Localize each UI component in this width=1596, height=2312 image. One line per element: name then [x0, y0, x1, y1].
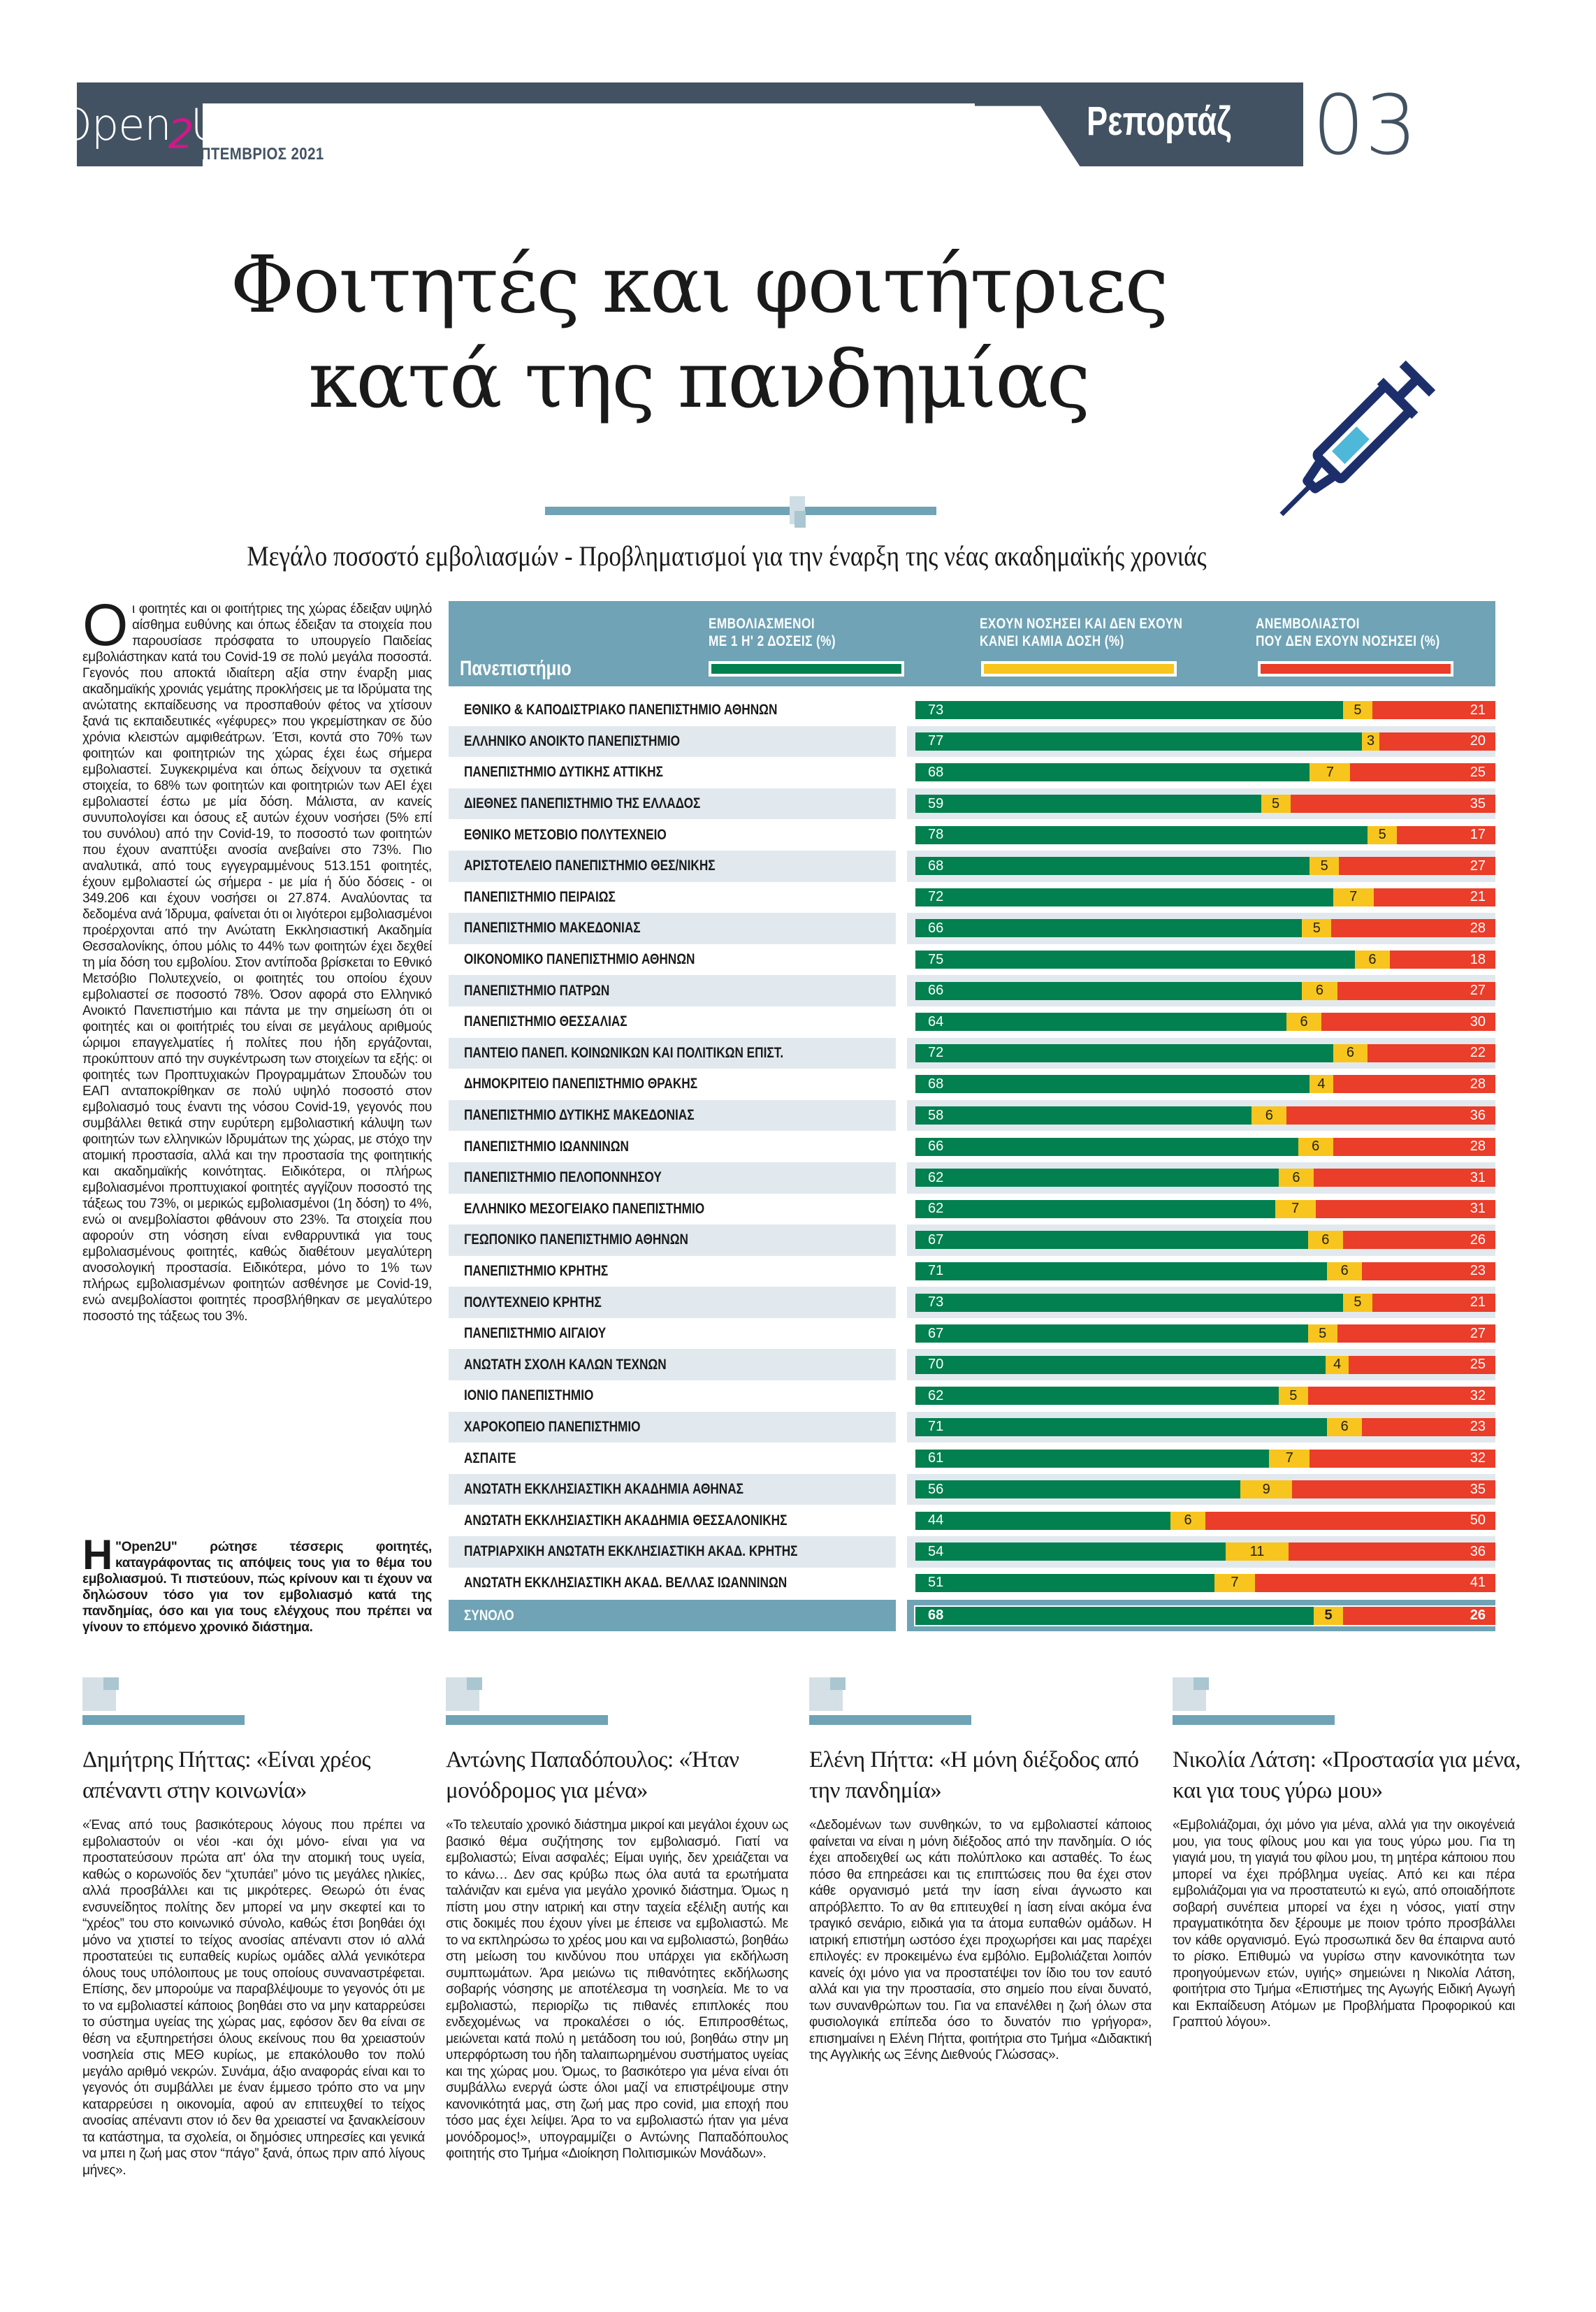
stacked-bar-wrap — [915, 726, 1495, 758]
bar-segment-unvaccinated: 23 — [1362, 1418, 1495, 1436]
interview-headline: Δημήτρης Πήττας: «Είναι χρέος απέναντι στην κοινωνία» — [82, 1747, 371, 1803]
bar-segment-unvaccinated: 18 — [1390, 951, 1495, 969]
lead-paragraph: Οι φοιτητές και οι φοιτήτριες της χώρας έδειξαν υψηλό αίσθημα ευθύνης και όπως έδειξαν τα στοιχεία που παρουσίασε πρόσφατα το υπουργείο Παιδείας εμβολιάστηκαν κατά του Covid-19 σε πολύ μεγάλα ποσοστά. Γεγονός που αποκτά ιδιαίτερη αξία στην έναρξη μιας ακαδημαϊκής χρονιάς γεμάτης προκλήσεις με τα Ιδρύματα της ανώτατης εκπαίδευσης να προσπαθούν φέτος να χτίσουν ξανά τις εκπαιδευτικές «γέφυρες» που γκρεμίστηκαν σε δύο χρόνια κλειστών αμφιθεάτρων. Έτσι, κοντά στο 70% των φοιτητών και φοιτητριών της χώρας έχει έως σήμερα εμβολιαστεί. Συγκεκριμένα και όπως δείχνουν τα σχετικά στοιχεία, το 68% των φοιτητών και φοιτητριών των ΑΕΙ έχει εμβολιαστεί έστω με μία δόση. Μάλιστα, αν κανείς συνυπολογίσει και όσους εξ αυτών έχουν νοσήσει (5% επί του συνόλου) από την Covid-19, το ποσοστό των φοιτητών που έχουν αναπτύξει ανοσία ανεβαίνει στο 73%. Πιο αναλυτικά, από τους εγγεγραμμένους 513.151 φοιτητές, έχουν εμβολιαστεί ώς σήμερα - με μία ή δύο δόσεις - οι 349.206 και έχουν νοσήσει οι 27.874. Αναλύοντας τα δεδομένα ανά Ίδρυμα, φαίνεται ότι οι λιγότεροι εμβολιασμένοι προέρχονται από την Ανώτατη Εκκλησιαστική Ακαδημία Θεσσαλονίκης, όπου μόλις το 44% των φοιτητών έχει δεχθεί τη μία δόση του εμβολίου. Στον αντίποδα βρίσκεται το Εθνικό Μετσόβιο Πολυτεχνείο, οι φοιτητές του οποίου έχουν εμβολιαστεί σε ποσοστό 78%. Όσον αφορά στο Ελληνικό Ανοικτό Πανεπιστήμιο και πάντα με την σημείωση ότι οι φοιτητές και οι φοιτήτριές του είναι σε μεγάλους αριθμούς ώριμοι επαγγελματίες ή πολίτες που ήδη εργάζονται, προκύπτουν από την συγκέντρωση των στοιχείων τα εξής: οι φοιτητές των Προπτυχιακών Προγραμμάτων Σπουδών του ΕΑΠ ανταποκρίθηκαν σε πολύ υψηλό ποσοστό στον εμβολιασμό τους έναντι της νόσου Covid-19, γεγονός που συμβάλλει θετικά στην ευρύτερη εμβολιαστική κάλυψη των φοιτητών των ελληνικών Ιδρυμάτων της χώρας, με στόχο την ατομική προστασία, αλλά και την προστασία της φοιτητικής και ακαδημαϊκής κοινότητας. Ειδικότερα, οι πλήρως εμβολιασμένοι προπτυχιακοί φοιτητές αγγίζουν ποσοστό της τάξεως του 73%, οι μερικώς εμβολιασμένοι (1η δόση) το 4%, ενώ οι ανεμβολίαστοι φθάνουν στο 23%. Τα στοιχεία που αφορούν στη νόσηση είναι ενθαρρυντικά για τους εμβολιασμένους φοιτητές, καθώς διαθέτουν μεγαλύτερη ανοσολογική προστασία. Ειδικότερα, μόνο το 1% των πλήρως εμβολιασμένων φοιτητών ασθένησε με Covid-19, ενώ ανεμβολίαστοι φοιτητές προσβλήθηκαν σε μεγαλύτερο ποσοστό της τάξεως του 3%. — [82, 592, 432, 1324]
stacked-bar — [915, 1607, 1495, 1625]
bar-segment-unvaccinated: 27 — [1337, 982, 1495, 1000]
stacked-bar — [915, 1450, 1495, 1468]
table-row — [449, 851, 1495, 882]
bar-segment-vaccinated: 64 — [915, 1013, 1286, 1031]
bar-segment-vaccinated: 71 — [915, 1418, 1327, 1436]
legend-vaccinated: ΕΜΒΟΛΙΑΣΜΕΝΟΙ ΜΕ 1 Η' 2 ΔΟΣΕΙΣ (%) — [709, 616, 836, 649]
bar-segment-unvaccinated: 21 — [1374, 888, 1495, 906]
table-row — [449, 695, 1495, 726]
bar-segment-unvaccinated: 28 — [1333, 1138, 1495, 1156]
university-name: ΠΑΝΕΠΙΣΤΗΜΙΟ ΑΙΓΑΙΟΥ — [464, 1325, 607, 1342]
table-header — [449, 601, 1495, 686]
bar-segment-recovered: 5 — [1302, 919, 1331, 937]
stacked-bar-wrap — [915, 944, 1495, 976]
bar-segment-unvaccinated: 50 — [1205, 1512, 1495, 1530]
interview-rule — [1173, 1715, 1335, 1725]
table-row — [449, 882, 1495, 913]
stacked-bar — [915, 1200, 1495, 1218]
article-headline: Φοιτητές και φοιτήτριες κατά της πανδημίας — [230, 240, 1168, 426]
bar-segment-unvaccinated: 21 — [1372, 701, 1495, 719]
bar-segment-recovered: 7 — [1269, 1450, 1310, 1468]
bar-segment-vaccinated: 75 — [915, 951, 1355, 969]
page-number: 03 — [1312, 77, 1418, 173]
stacked-bar-wrap — [915, 1069, 1495, 1100]
bar-segment-vaccinated: 68 — [915, 1607, 1314, 1625]
stacked-bar — [915, 1387, 1495, 1405]
table-row — [449, 1006, 1495, 1038]
bar-segment-vaccinated: 67 — [915, 1231, 1308, 1249]
table-row — [449, 788, 1495, 820]
table-row — [449, 819, 1495, 851]
university-name: ΔΙΕΘΝΕΣ ΠΑΝΕΠΙΣΤΗΜΙΟ ΤΗΣ ΕΛΛΑΔΟΣ — [449, 788, 896, 820]
decor-square — [1194, 1677, 1209, 1690]
bar-segment-unvaccinated: 27 — [1337, 1324, 1495, 1343]
stacked-bar-wrap — [915, 1600, 1495, 1631]
stacked-bar — [915, 1169, 1495, 1187]
table-row — [449, 1380, 1495, 1412]
table-row — [449, 757, 1495, 788]
stacked-bar-wrap — [915, 1224, 1495, 1256]
bar-segment-recovered: 5 — [1261, 795, 1291, 813]
table-row — [449, 1568, 1495, 1599]
university-name: ΑΝΩΤΑΤΗ ΕΚΚΛΗΣΙΑΣΤΙΚΗ ΑΚΑΔΗΜΙΑ ΑΘΗΝΑΣ — [449, 1474, 896, 1505]
stacked-bar-wrap — [915, 1349, 1495, 1380]
university-name: ΙΟΝΙΟ ΠΑΝΕΠΙΣΤΗΜΙΟ — [464, 1387, 594, 1404]
table-row — [449, 1287, 1495, 1318]
bar-segment-vaccinated: 73 — [915, 1294, 1343, 1312]
stacked-bar — [915, 1356, 1495, 1374]
decor-square — [103, 1677, 119, 1690]
stacked-bar-wrap — [915, 1162, 1495, 1194]
table-row — [449, 1100, 1495, 1132]
university-name: ΑΝΩΤΑΤΗ ΕΚΚΛΗΣΙΑΣΤΙΚΗ ΑΚΑΔΗΜΙΑ ΘΕΣΣΑΛΟΝΙΚΗΣ — [464, 1512, 788, 1529]
legend-recovered: ΕΧΟΥΝ ΝΟΣΗΣΕΙ ΚΑΙ ΔΕΝ ΕΧΟΥΝ ΚΑΝΕΙ ΚΑΜΙΑ ΔΟΣΗ (%) — [980, 616, 1183, 649]
university-name: ΠΑΝΕΠΙΣΤΗΜΙΟ ΜΑΚΕΔΟΝΙΑΣ — [449, 913, 896, 944]
stacked-bar-wrap — [915, 1412, 1495, 1443]
issue-date: ΣΕΠΤΕΜΒΡΙΟΣ 2021 — [182, 145, 324, 164]
stacked-bar — [915, 857, 1495, 875]
stacked-bar-wrap — [915, 975, 1495, 1006]
stacked-bar-wrap — [915, 1100, 1495, 1132]
university-name: ΠΑΝΕΠΙΣΤΗΜΙΟ ΔΥΤΙΚΗΣ ΜΑΚΕΔΟΝΙΑΣ — [449, 1100, 896, 1132]
bar-segment-unvaccinated: 35 — [1292, 1480, 1495, 1498]
bar-segment-recovered: 9 — [1240, 1480, 1293, 1498]
bar-segment-recovered: 3 — [1362, 732, 1379, 751]
bar-segment-unvaccinated: 31 — [1316, 1200, 1495, 1218]
interview-rule — [809, 1715, 971, 1725]
bar-segment-vaccinated: 67 — [915, 1324, 1308, 1343]
bar-segment-vaccinated: 44 — [915, 1512, 1170, 1530]
interview-rule — [82, 1715, 245, 1725]
vaccination-table — [449, 601, 1495, 1631]
intro-boxout: Η "Open2U" ρώτησε τέσσερις φοιτητές, καταγράφοντας τις απόψεις τους για το θέμα του εμβολιασμού. Τι πιστεύουν, πώς κρίνουν και τι έχουν να δηλώσουν τόσο για τον εμβολιασμό κατά της πανδημίας, όσο και για τους ελέγχους που πρέπει να γίνουν το επόμενο χρονικό διάστημα. — [82, 1531, 432, 1635]
legend-unvaccinated: ΑΝΕΜΒΟΛΙΑΣΤΟΙ ΠΟΥ ΔΕΝ ΕΧΟΥΝ ΝΟΣΗΣΕΙ (%) — [1256, 616, 1440, 649]
table-row — [449, 1256, 1495, 1287]
stacked-bar-wrap — [915, 1194, 1495, 1225]
stacked-bar — [915, 1231, 1495, 1249]
table-row — [449, 1443, 1495, 1474]
table-row — [449, 1412, 1495, 1443]
stacked-bar-wrap — [915, 913, 1495, 944]
stacked-bar-wrap — [915, 1380, 1495, 1412]
stacked-bar — [915, 1294, 1495, 1312]
bar-segment-recovered: 6 — [1327, 1262, 1362, 1280]
stacked-bar — [915, 1106, 1495, 1125]
stacked-bar — [915, 951, 1495, 969]
interview-body: «Το τελευταίο χρονικό διάστημα μικροί και μεγάλοι έχουν ως βασικό θέμα συζήτησης τον εμβολιασμό. Γιατί να εμβολιαστώ; Είναι ασφαλές; Είμαι υγιής, δεν χρειάζεται να το κάνω… Δεν σας κρύβω πως όλα αυτά τα ερωτήματα ταλάνιζαν και εμένα για μεγάλο χρονικό διάστημα. Όμως η πίστη μου στην ιατρική και στην ταχεία εξέλιξη αυτής και στις δοκιμές που έχουν γίνει με έπεισε να εμβολιαστώ. Με το να εκπληρώσω το χρέος μου και να εμβολιαστώ, βοηθάω στη μείωση του κινδύνου που υπάρχει για εκδήλωση συμπτωμάτων. Άρα μειώνω τις πιθανότητες εκδήλωσης σοβαρής νόσησης με αποτέλεσμα τη νοσηλεία. Με το να εμβολιαστώ, περιορίζω τις πιθανές επιπλοκές που ενδεχομένως να προκαλέσει ο ιός. Επιπροσθέτως, μειώνεται κατά πολύ η μετάδοση του ιού, βοηθάω στην μη υπερφόρτωση του ήδη ταλαιπωρημένου συστήματος υγείας και της χώρας μου. Όμως, το βασικότερο για μένα είναι ότι συμβάλλω ενεργά ώστε όλοι μαζί να επιστρέψουμε στην κανονικότητά μας, στη ζωή μας προ covid, μια εποχή που τόσο μας έχει λείψει. Άρα το να εμβολιαστώ ήταν για μένα μονόδρομος!», υπογραμμίζει ο Αντώνης Παπαδόπουλος φοιτητής στο Τμήμα «Διοίκηση Πολιτισμικών Μονάδων». — [446, 1818, 788, 2161]
table-row — [449, 726, 1495, 758]
stacked-bar-wrap — [915, 1131, 1495, 1162]
table-row — [449, 1349, 1495, 1380]
bar-segment-recovered: 5 — [1343, 701, 1372, 719]
university-name: ΔΗΜΟΚΡΙΤΕΙΟ ΠΑΝΕΠΙΣΤΗΜΙΟ ΘΡΑΚΗΣ — [464, 1076, 698, 1092]
bar-segment-unvaccinated: 25 — [1350, 763, 1495, 781]
stacked-bar-wrap — [915, 1568, 1495, 1599]
drop-cap: Ο — [82, 592, 129, 658]
drop-cap: Η — [82, 1531, 113, 1578]
university-name: ΠΑΝΕΠΙΣΤΗΜΙΟ ΚΡΗΤΗΣ — [464, 1262, 609, 1279]
stacked-bar-wrap — [915, 695, 1495, 726]
stacked-bar — [915, 701, 1495, 719]
bar-segment-recovered: 6 — [1333, 1044, 1368, 1062]
stacked-bar-wrap — [915, 1443, 1495, 1474]
bar-segment-unvaccinated: 22 — [1368, 1044, 1495, 1062]
bar-segment-recovered: 6 — [1279, 1169, 1314, 1187]
article-subtitle: Μεγάλο ποσοστό εμβολιασμών - Προβληματισμοί για την έναρξη της νέας ακαδημαϊκής χρονιάς — [247, 540, 1207, 572]
interview-headline: Νικολία Λάτση: «Προστασία για μένα, και για τους γύρω μου» — [1173, 1747, 1521, 1803]
bar-segment-recovered: 5 — [1314, 1607, 1343, 1625]
bar-segment-recovered: 6 — [1170, 1512, 1205, 1530]
title-rule — [545, 507, 936, 515]
bar-segment-unvaccinated: 20 — [1379, 732, 1495, 751]
table-row — [449, 1318, 1495, 1350]
university-name: ΠΑΝΕΠΙΣΤΗΜΙΟ ΙΩΑΝΝΙΝΩΝ — [464, 1138, 629, 1155]
table-body — [449, 695, 1495, 1631]
bar-segment-recovered: 4 — [1326, 1356, 1349, 1374]
stacked-bar — [915, 826, 1495, 844]
bar-segment-vaccinated: 73 — [915, 701, 1343, 719]
open2u-logo: Open 2 U — [77, 82, 203, 166]
stacked-bar-wrap — [915, 1038, 1495, 1069]
stacked-bar-wrap — [915, 882, 1495, 913]
table-row — [449, 913, 1495, 944]
university-name: ΠΟΛΥΤΕΧΝΕΙΟ ΚΡΗΤΗΣ — [449, 1287, 896, 1318]
stacked-bar-wrap — [915, 1505, 1495, 1536]
stacked-bar-wrap — [915, 1474, 1495, 1505]
bar-segment-vaccinated: 62 — [915, 1169, 1279, 1187]
bar-segment-recovered: 6 — [1286, 1013, 1321, 1031]
bar-segment-vaccinated: 68 — [915, 1075, 1310, 1093]
university-name: ΕΘΝΙΚΟ & ΚΑΠΟΔΙΣΤΡΙΑΚΟ ΠΑΝΕΠΙΣΤΗΜΙΟ ΑΘΗΝΩΝ — [464, 702, 778, 718]
bar-segment-vaccinated: 58 — [915, 1106, 1252, 1125]
stacked-bar — [915, 1480, 1495, 1498]
bar-segment-vaccinated: 61 — [915, 1450, 1269, 1468]
stacked-bar-wrap — [915, 819, 1495, 851]
stacked-bar — [915, 1013, 1495, 1031]
university-name: ΠΑΝΕΠΙΣΤΗΜΙΟ ΘΕΣΣΑΛΙΑΣ — [464, 1013, 627, 1030]
bar-segment-recovered: 7 — [1310, 763, 1350, 781]
bar-segment-recovered: 5 — [1279, 1387, 1308, 1405]
university-name: ΠΑΝΕΠΙΣΤΗΜΙΟ ΠΕΙΡΑΙΩΣ — [464, 888, 616, 905]
legend-swatch-red — [1258, 661, 1453, 677]
bar-segment-vaccinated: 51 — [915, 1574, 1214, 1592]
bar-segment-vaccinated: 68 — [915, 857, 1310, 875]
interview-body: «Δεδομένων των συνθηκών, το να εμβολιαστεί κάποιος φαίνεται να είναι η μόνη διέξοδος από την πανδημία. Ο ιός έχει αποδειχθεί ως κάτι πολύπλοκο και ασταθές. Το έως πόσο θα επηρεάσει και τις επιπτώσεις που θα έχει στον κάθε οργανισμό μετά την ίαση είναι άγνωστο και απρόβλεπτο. Το αν θα επιτευχθεί η ίαση είναι ακόμα ένα τραγικό σενάριο, ειδικά για τα άτομα ευπαθών ομάδων. Η ιατρική επιστήμη ωστόσο έχει προχωρήσει και μας παρέχει επιλογές: εν προκειμένω ένα εμβόλιο. Εμβολιάζεται λοιπόν κανείς όχι μόνο για να προστατέψει τον ίδιο του τον εαυτό αλλά και για την προστασία, στο σημείο που είναι δυνατό, των συνανθρώπων του. Για να επανέλθει η ζωή όλων στα φυσιολογικά επίπεδα όσο το δυνατόν πιο γρήγορα», επισημαίνει η Ελένη Πήττα, φοιτήτρια στο Τμήμα «Διδακτική της Αγγλικής ως Ξένης Διεθνούς Γλώσσας». — [809, 1818, 1152, 2062]
bar-segment-vaccinated: 54 — [915, 1542, 1226, 1561]
stacked-bar — [915, 795, 1495, 813]
table-row — [449, 975, 1495, 1006]
university-name: ΠΑΝΕΠΙΣΤΗΜΙΟ ΔΥΤΙΚΗΣ ΑΤΤΙΚΗΣ — [464, 764, 663, 781]
bar-segment-vaccinated: 59 — [915, 795, 1261, 813]
stacked-bar — [915, 1075, 1495, 1093]
bar-segment-unvaccinated: 30 — [1321, 1013, 1495, 1031]
university-name: ΠΑΤΡΙΑΡΧΙΚΗ ΑΝΩΤΑΤΗ ΕΚΚΛΗΣΙΑΣΤΙΚΗ ΑΚΑΔ. ΚΡΗΤΗΣ — [449, 1536, 896, 1568]
interview-body: «Εμβολιάζομαι, όχι μόνο για μένα, αλλά για την οικογένειά μου, για τους φίλους μου και για τους γύρω μου. Για τη γιαγιά μου, τη γιαγιά του φίλου μου, τη μητέρα κάποιου που μπορεί να έχει πρόβλημα υγείας. Από κει και πέρα εμβολιάζομαι για να προστατευτώ κι εγώ, από οποιαδήποτε σοβαρή συνέπεια μπορεί να έχει η νόσος, γιατί στην πραγματικότητα δεν ξέρουμε με ποιον τρόπο προσβάλλει τον κάθε οργανισμό. Εγώ προσωπικά δεν θα έπαιρνα αυτό το ρίσκο. Επιθυμώ να γυρίσω στην κανονικότητα των προηγούμενων ετών, υγιής» σημειώνει η Νικολία Λάτση, φοιτήτρια στο Τμήμα «Επιστήμες της Αγωγής Ειδική Αγωγή και Εκπαίδευση Ατόμων με Προβλήματα Προφορικού και Γραπτού λόγου». — [1173, 1818, 1515, 2030]
bar-segment-unvaccinated: 23 — [1362, 1262, 1495, 1280]
university-name: ΠΑΝΕΠΙΣΤΗΜΙΟ ΠΑΤΡΩΝ — [449, 975, 896, 1006]
bar-segment-vaccinated: 78 — [915, 826, 1368, 844]
university-name: ΕΛΛΗΝΙΚΟ ΜΕΣΟΓΕΙΑΚΟ ΠΑΝΕΠΙΣΤΗΜΙΟ — [464, 1200, 705, 1217]
bar-segment-unvaccinated: 32 — [1308, 1387, 1495, 1405]
bar-segment-recovered: 7 — [1214, 1574, 1256, 1592]
bar-segment-recovered: 5 — [1308, 1324, 1337, 1343]
bar-segment-unvaccinated: 28 — [1331, 919, 1495, 937]
bar-segment-unvaccinated: 26 — [1343, 1607, 1495, 1625]
university-name: ΧΑΡΟΚΟΠΕΙΟ ΠΑΝΕΠΙΣΤΗΜΙΟ — [449, 1412, 896, 1443]
stacked-bar-wrap — [915, 1256, 1495, 1287]
bar-segment-unvaccinated: 36 — [1286, 1106, 1495, 1125]
table-row — [449, 1224, 1495, 1256]
bar-segment-unvaccinated: 27 — [1339, 857, 1495, 875]
bar-segment-recovered: 6 — [1302, 982, 1337, 1000]
bar-segment-vaccinated: 72 — [915, 1044, 1333, 1062]
bar-segment-vaccinated: 66 — [915, 919, 1302, 937]
stacked-bar-wrap — [915, 1318, 1495, 1350]
decor-square — [830, 1677, 846, 1690]
bar-segment-vaccinated: 68 — [915, 763, 1310, 781]
bar-segment-vaccinated: 66 — [915, 1138, 1298, 1156]
university-name: ΑΝΩΤΑΤΗ ΣΧΟΛΗ ΚΑΛΩΝ ΤΕΧΝΩΝ — [449, 1349, 896, 1380]
interview-rule — [446, 1715, 608, 1725]
stacked-bar — [915, 982, 1495, 1000]
stacked-bar-wrap — [915, 757, 1495, 788]
bar-segment-vaccinated: 77 — [915, 732, 1362, 751]
stacked-bar-wrap — [915, 851, 1495, 882]
table-row — [449, 1505, 1495, 1536]
bar-segment-vaccinated: 71 — [915, 1262, 1327, 1280]
bar-segment-unvaccinated: 36 — [1289, 1542, 1495, 1561]
table-row — [449, 944, 1495, 976]
bar-segment-unvaccinated: 26 — [1343, 1231, 1495, 1249]
university-name: ΟΙΚΟΝΟΜΙΚΟ ΠΑΝΕΠΙΣΤΗΜΙΟ ΑΘΗΝΩΝ — [464, 951, 695, 968]
legend-swatch-yellow — [981, 661, 1177, 677]
table-row — [449, 1194, 1495, 1225]
bar-segment-recovered: 5 — [1310, 857, 1339, 875]
table-row — [449, 1069, 1495, 1100]
bar-segment-recovered: 4 — [1310, 1075, 1333, 1093]
stacked-bar — [915, 1324, 1495, 1343]
table-row — [449, 1474, 1495, 1505]
university-name: ΕΛΛΗΝΙΚΟ ΑΝΟΙΚΤΟ ΠΑΝΕΠΙΣΤΗΜΙΟ — [449, 726, 896, 758]
university-name: ΑΝΩΤΑΤΗ ΕΚΚΛΗΣΙΑΣΤΙΚΗ ΑΚΑΔ. ΒΕΛΛΑΣ ΙΩΑΝΝΙΝΩΝ — [464, 1574, 788, 1591]
bar-segment-vaccinated: 62 — [915, 1200, 1275, 1218]
stacked-bar — [915, 763, 1495, 781]
stacked-bar — [915, 919, 1495, 937]
table-row — [449, 1038, 1495, 1069]
bar-segment-vaccinated: 72 — [915, 888, 1333, 906]
bar-segment-unvaccinated: 21 — [1372, 1294, 1495, 1312]
stacked-bar — [915, 1044, 1495, 1062]
title-decor-square — [795, 511, 806, 528]
table-row-total — [449, 1600, 1495, 1631]
syringe-icon — [1251, 349, 1460, 531]
bar-segment-unvaccinated: 32 — [1310, 1450, 1495, 1468]
stacked-bar — [915, 1418, 1495, 1436]
bar-segment-unvaccinated: 25 — [1349, 1356, 1495, 1374]
decor-square — [467, 1677, 482, 1690]
stacked-bar-wrap — [915, 1287, 1495, 1318]
stacked-bar — [915, 732, 1495, 751]
stacked-bar — [915, 1262, 1495, 1280]
bar-segment-recovered: 7 — [1275, 1200, 1316, 1218]
bar-segment-recovered: 11 — [1226, 1542, 1289, 1561]
stacked-bar-wrap — [915, 1536, 1495, 1568]
university-name: ΠΑΝΕΠΙΣΤΗΜΙΟ ΠΕΛΟΠΟΝΝΗΣΟΥ — [449, 1162, 896, 1194]
bar-segment-unvaccinated: 31 — [1314, 1169, 1495, 1187]
bar-segment-recovered: 6 — [1355, 951, 1390, 969]
bar-segment-recovered: 7 — [1333, 888, 1374, 906]
bar-segment-unvaccinated: 17 — [1397, 826, 1495, 844]
bar-segment-recovered: 6 — [1327, 1418, 1362, 1436]
bar-segment-recovered: 6 — [1308, 1231, 1343, 1249]
university-name: ΣΥΝΟΛΟ — [449, 1600, 896, 1631]
bar-segment-unvaccinated: 28 — [1333, 1075, 1495, 1093]
bar-segment-recovered: 5 — [1343, 1294, 1372, 1312]
bar-segment-recovered: 6 — [1298, 1138, 1333, 1156]
university-name: ΑΡΙΣΤΟΤΕΛΕΙΟ ΠΑΝΕΠΙΣΤΗΜΙΟ ΘΕΣ/ΝΙΚΗΣ — [449, 851, 896, 882]
interview-body: «Ένας από τους βασικότερους λόγους που πρέπει να εμβολιαστούν οι νέοι -και όχι μόνο- είναι για να προστατεύσουν πρώτα απ' όλα την ατομική τους υγεία, καθώς ο κορωνοϊός δεν “χτυπάει” μόνο τις μεγάλες ηλικίες, αλλά προσβάλλει και τις μικρότερες. Θεωρώ ότι ένας ενσυνείδητος πολίτης δεν μπορεί να μην σκεφτεί και το “χρέος” του στο κοινωνικό σύνολο, καθώς έτσι βοηθάει όχι μόνο να χτιστεί το τείχος ανοσίας απέναντι στον ιό αλλά προστατεύει τις ευπαθείς κυρίως ομάδες αλλά γενικότερα όλους τους υπόλοιπους με τους οποίους συναναστρέφεται. Επίσης, δεν μπορούμε να παραβλέψουμε το γεγονός ότι με το να εμβολιαστεί κάποιος βοηθάει στο να μην καταρρεύσει το σύστημα υγείας της χώρας μας, εφόσον δεν θα είναι σε θέση να εξυπηρετήσει όλους εκείνους που θα χρειαστούν νοσηλεία στις ΜΕΘ κυρίως, με επακόλουθο τον πολύ μεγάλο αριθμό νεκρών. Συνάμα, άξιο αναφοράς είναι και το γεγονός ότι συμβάλλει με έναν έμμεσο τρόπο στο να μην καταρρεύσει η οικονομία, αφού αν επιτευχθεί το τείχος ανοσίας απέναντι στον ιό δεν θα χρειαστεί να ξανακλείσουν τα κατάστημα, τα σχολεία, οι δημόσιες υπηρεσίες και γενικά να μπει η ζωή μας στον “πάγο” ξανά, όπως πριν από λίγους μήνες». — [82, 1818, 425, 2178]
stacked-bar-wrap — [915, 788, 1495, 820]
legend-swatch-green — [709, 661, 904, 677]
table-row — [449, 1536, 1495, 1568]
interview-headline: Αντώνης Παπαδόπουλος: «Ήταν μονόδρομος για μένα» — [446, 1747, 739, 1803]
university-name: ΑΣΠΑΙΤΕ — [464, 1450, 516, 1466]
section-label: Ρεπορτάζ — [1087, 99, 1231, 144]
bar-segment-unvaccinated: 35 — [1291, 795, 1495, 813]
bar-segment-recovered: 5 — [1368, 826, 1397, 844]
stacked-bar — [915, 1574, 1495, 1592]
stacked-bar — [915, 888, 1495, 906]
stacked-bar-wrap — [915, 1006, 1495, 1038]
bar-segment-vaccinated: 66 — [915, 982, 1302, 1000]
stacked-bar — [915, 1542, 1495, 1561]
stacked-bar — [915, 1512, 1495, 1530]
interview-headline: Ελένη Πήττα: «Η μόνη διέξοδος από την πανδημία» — [809, 1747, 1139, 1803]
university-name: ΕΘΝΙΚΟ ΜΕΤΣΟΒΙΟ ΠΟΛΥΤΕΧΝΕΙΟ — [464, 826, 667, 843]
table-row — [449, 1162, 1495, 1194]
column-header-university: Πανεπιστήμιο — [460, 657, 572, 680]
bar-segment-recovered: 6 — [1252, 1106, 1286, 1125]
bar-segment-vaccinated: 56 — [915, 1480, 1240, 1498]
university-name: ΓΕΩΠΟΝΙΚΟ ΠΑΝΕΠΙΣΤΗΜΙΟ ΑΘΗΝΩΝ — [449, 1224, 896, 1256]
table-row — [449, 1131, 1495, 1162]
university-name: ΠΑΝΤΕΙΟ ΠΑΝΕΠ. ΚΟΙΝΩΝΙΚΩΝ ΚΑΙ ΠΟΛΙΤΙΚΩΝ ΕΠΙΣΤ. — [449, 1038, 896, 1069]
bar-segment-unvaccinated: 41 — [1255, 1574, 1495, 1592]
bar-segment-vaccinated: 70 — [915, 1356, 1326, 1374]
bar-segment-vaccinated: 62 — [915, 1387, 1279, 1405]
stacked-bar — [915, 1138, 1495, 1156]
